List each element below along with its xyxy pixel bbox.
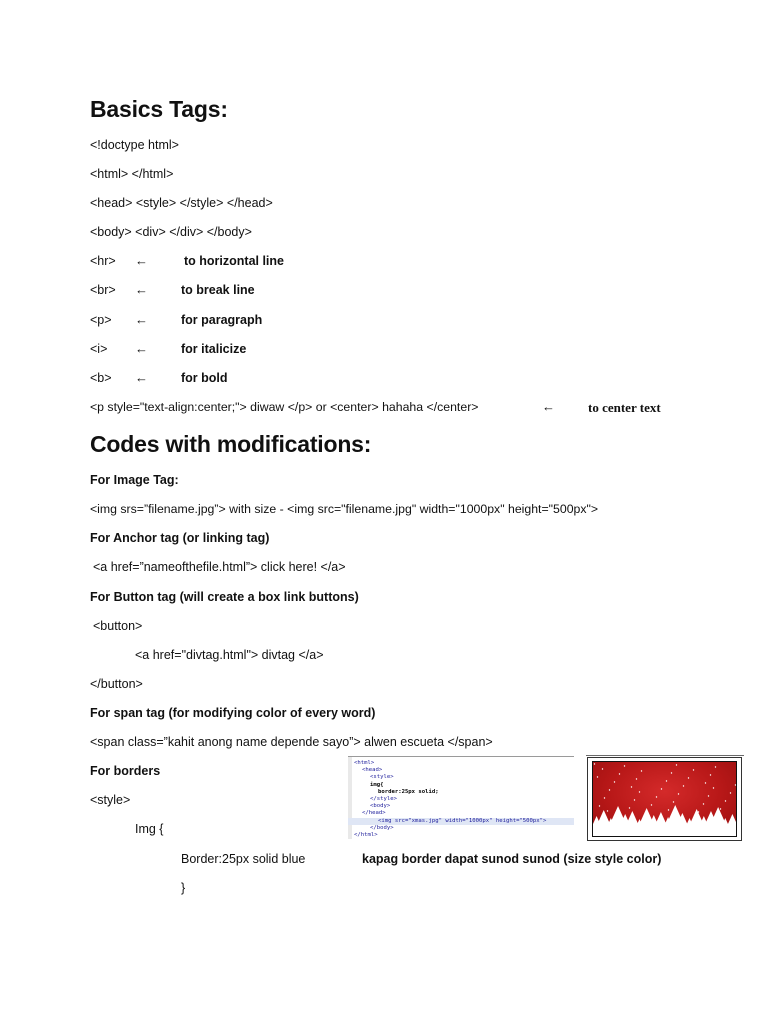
b-description: for bold [181, 371, 228, 385]
code-line: border:25px solid; [378, 788, 439, 795]
left-arrow-icon: ← [135, 341, 148, 356]
snowflake [666, 780, 667, 781]
left-arrow-icon: ← [135, 370, 148, 385]
button-link-code: <a href="divtag.html"> divtag </a> [135, 648, 324, 662]
left-arrow-icon: ← [542, 399, 555, 414]
style-open-code: <style> [90, 793, 131, 807]
snowflake [683, 785, 684, 786]
center-description: to center text [588, 400, 661, 415]
snowflake [710, 774, 711, 775]
snowflake [629, 807, 630, 808]
close-brace-code: } [181, 881, 186, 895]
snowflake [720, 808, 721, 809]
snowflake [671, 772, 672, 773]
left-arrow-icon: ← [135, 282, 148, 297]
snowflake [594, 763, 595, 764]
heading-basics-tags: Basics Tags: [90, 96, 228, 122]
code-line: </body> [370, 824, 394, 831]
snowflake [708, 795, 709, 796]
code-line: <body> [370, 803, 391, 810]
body-line: <body> <div> </div> </body> [90, 225, 252, 239]
snowflake [651, 804, 652, 805]
snowflake [668, 809, 669, 810]
span-tag-title: For span tag (for modifying color of every word) [90, 706, 376, 720]
code-line: <head> [362, 767, 383, 774]
hr-tag: <hr> [90, 254, 116, 268]
anchor-tag-code: <a href=”nameofthefile.html”> click here! </a> [93, 560, 346, 574]
snowflake [624, 765, 625, 766]
snowflake [599, 805, 600, 806]
button-close-code: </button> [90, 677, 143, 691]
snowflake [609, 789, 610, 790]
doctype-line: <!doctype html> [90, 138, 179, 152]
image-tag-title: For Image Tag: [90, 473, 179, 487]
code-line: <img src="xmas.jpg" width="1000px" height="500px"> [348, 818, 574, 825]
snowflake [705, 782, 706, 783]
snowflake [604, 797, 605, 798]
i-description: for italicize [181, 342, 247, 356]
html-line: <html> </html> [90, 167, 174, 181]
code-editor-screenshot [348, 756, 574, 839]
code-line: img{ [370, 781, 384, 788]
center-code-line: <p style="text-align:center;"> diwaw </p> or <center> hahaha </center> [90, 400, 479, 414]
br-description: to break line [181, 283, 255, 297]
christmas-trees-image [587, 757, 742, 841]
button-open-code: <button> [93, 619, 143, 633]
snowflake [602, 768, 603, 769]
code-line: </style> [370, 796, 397, 802]
b-tag: <b> [90, 371, 112, 385]
christmas-trees-illustration [593, 762, 736, 836]
snowflake [607, 810, 608, 811]
image-top-rule [586, 755, 744, 756]
border-rule-code: Border:25px solid blue [181, 852, 306, 866]
snowflake [661, 788, 662, 789]
snowflake [715, 766, 716, 767]
snowflake [703, 803, 704, 804]
border-note: kapag border dapat sunod sunod (size style color) [362, 852, 662, 866]
image-tag-code: <img srs=”filename.jpg”> with size - <img src="filename.jpg" width="1000px" height="500px"> [90, 502, 599, 516]
snowflake [614, 781, 615, 782]
snowflake [735, 784, 736, 785]
code-line: <html> [354, 760, 375, 766]
code-line: <style> [370, 774, 394, 781]
snowflake [636, 778, 637, 779]
snowflake [713, 787, 714, 788]
code-line: </html> [354, 832, 378, 838]
code-line: </head> [362, 810, 386, 817]
heading-codes-with-modifications: Codes with modifications: [90, 431, 372, 457]
p-tag: <p> [90, 313, 112, 327]
snowflake [656, 796, 657, 797]
i-tag: <i> [90, 342, 108, 356]
snowflake [688, 777, 689, 778]
snowflake [641, 770, 642, 771]
snowflake [678, 793, 679, 794]
snowflake [673, 801, 674, 802]
snowflake [631, 786, 632, 787]
borders-title: For borders [90, 764, 161, 778]
snowflake [619, 773, 620, 774]
left-arrow-icon: ← [135, 253, 148, 268]
hr-description: to horizontal line [184, 254, 284, 268]
button-tag-title: For Button tag (will create a box link buttons) [90, 590, 359, 604]
snowflake [597, 776, 598, 777]
snowflake [634, 799, 635, 800]
p-description: for paragraph [181, 313, 263, 327]
br-tag: <br> [90, 283, 116, 297]
christmas-image-frame [592, 761, 737, 837]
snowflake [676, 764, 677, 765]
snowflake [730, 792, 731, 793]
span-tag-code: <span class=”kahit anong name depende sayo”> alwen escueta </span> [90, 735, 493, 749]
snowflake [639, 791, 640, 792]
snowflake [725, 800, 726, 801]
img-selector-code: Img { [135, 822, 164, 836]
head-line: <head> <style> </style> </head> [90, 196, 273, 210]
left-arrow-icon: ← [135, 312, 148, 327]
snowflake [693, 769, 694, 770]
anchor-tag-title: For Anchor tag (or linking tag) [90, 531, 270, 545]
